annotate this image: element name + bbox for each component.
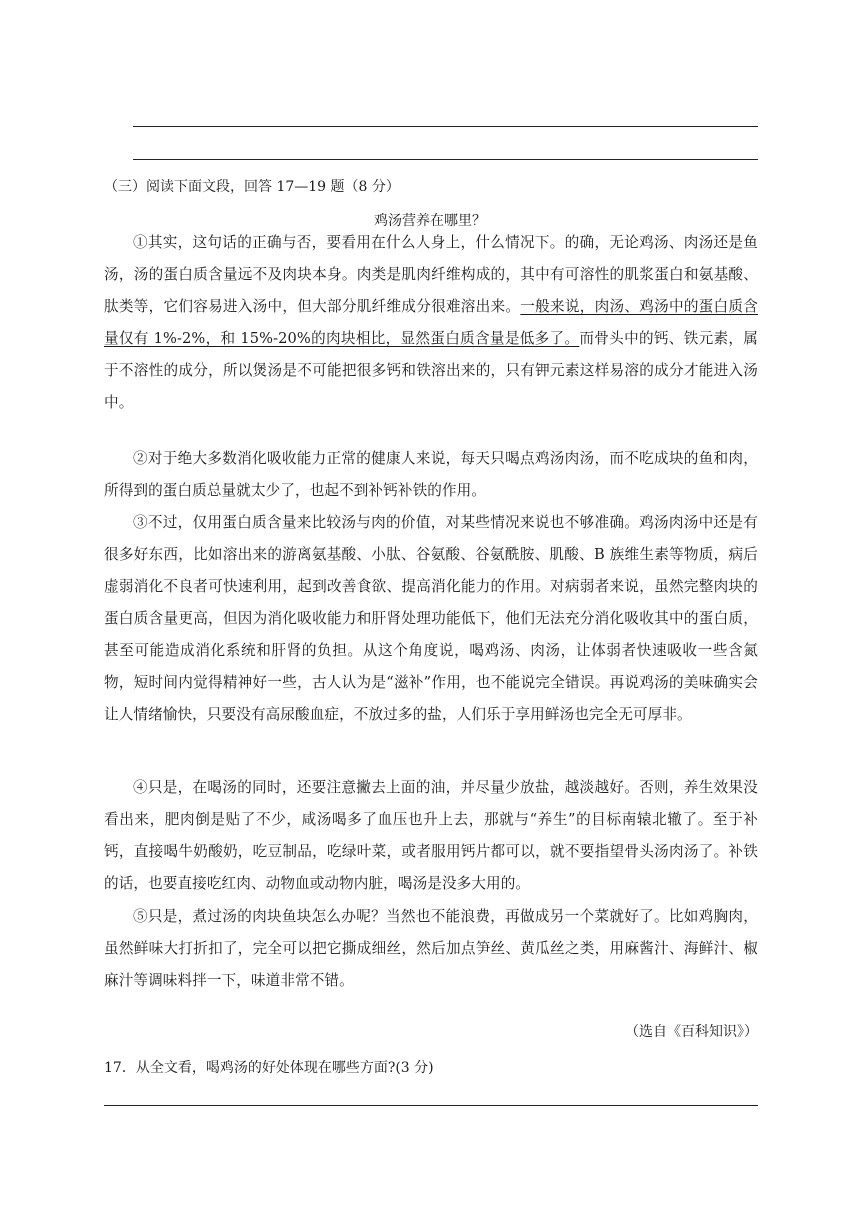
answer-line-2 — [133, 159, 758, 160]
paragraph-1-text-b: 而骨头中的钙、铁元素，属于不溶性的成分，所以煲汤是不可能把很多钙和铁溶出来的，只有钾元素这样易溶的成分才能进入汤中。 — [104, 330, 758, 411]
paragraph-3: ③不过，仅用蛋白质含量来比较汤与肉的价值，对某些情况来说也不够准确。鸡汤肉汤中还是有很多好东西，比如溶出来的游离氨基酸、小肽、谷氨酸、谷氨酰胺、肌酸、B 族维生素等物质，病后虚弱消化不良者可快速利用，起到改善食欲、提高消化能力的作用。对病弱者来说，虽然完整肉块的蛋白质含量更高，但因为消化吸收能力和肝肾处理功能低下，他们无法充分消化吸收其中的蛋白质，甚至可能造成消化系统和肝肾的负担。从这个角度说，喝鸡汤、肉汤，让体弱者快速吸收一些含氮物，短时间内觉得精神好一些，古人认为是“滋补”作用，也不能说完全错误。再说鸡汤的美味确实会让人情绪愉快，只要没有高尿酸血症，不放过多的盐，人们乐于享用鲜汤也完全无可厚非。 — [104, 514, 758, 723]
paragraph-1 — [104, 227, 758, 419]
paragraph-1-underlined-sentence: 一般来说，肉汤、鸡汤中的蛋白质含量仅有 1%-2%，和 15%-20%的肉块相比，显然蛋白质含量是低多了。 — [104, 298, 758, 347]
passage-title: 鸡汤营养在哪里？ — [374, 213, 486, 229]
paragraph-2: ②对于绝大多数消化吸收能力正常的健康人来说，每天只喝点鸡汤肉汤，而不吃成块的鱼和肉，所得到的蛋白质总量就太少了，也起不到补钙补铁的作用。 — [104, 450, 758, 499]
section-heading: （三）阅读下面文段，回答 17—19 题（8 分） — [104, 179, 400, 195]
question-17: 17．从全文看，喝鸡汤的好处体现在哪些方面?(3 分) — [104, 1060, 434, 1076]
answer-line-3[interactable] — [104, 1105, 758, 1106]
answer-line-1 — [133, 126, 758, 127]
source-citation: （选自《百科知识》） — [625, 1024, 758, 1040]
paragraph-5: ⑤只是，煮过汤的肉块鱼块怎么办呢？当然也不能浪费，再做成另一个菜就好了。比如鸡胸肉，虽然鲜味大打折扣了，完全可以把它撕成细丝，然后加点笋丝、黄瓜丝之类，用麻酱汁、海鲜汁、椒麻汁等调味料拌一下，味道非常不错。 — [104, 908, 758, 989]
paragraph-1-text-a: ①其实，这句话的正确与否，要看用在什么人身上，什么情况下。的确，无论鸡汤、肉汤还是鱼汤，汤的蛋白质含量远不及肉块本身。肉类是肌肉纤维构成的，其中有可溶性的肌浆蛋白和氨基酸、肽类等，它们容易进入汤中，但大部分肌纤维成分很难溶出来。 — [104, 234, 758, 315]
paragraph-4: ④只是，在喝汤的同时，还要注意撇去上面的油，并尽量少放盐，越淡越好。否则，养生效果没看出来，肥肉倒是贴了不少，咸汤喝多了血压也升上去，那就与“养生”的目标南辕北辙了。至于补钙，直接喝牛奶酸奶，吃豆制品，吃绿叶菜，或者服用钙片都可以，就不要指望骨头汤肉汤了。补铁的话，也要直接吃红肉、动物血或动物内脏，喝汤是没多大用的。 — [104, 779, 758, 892]
